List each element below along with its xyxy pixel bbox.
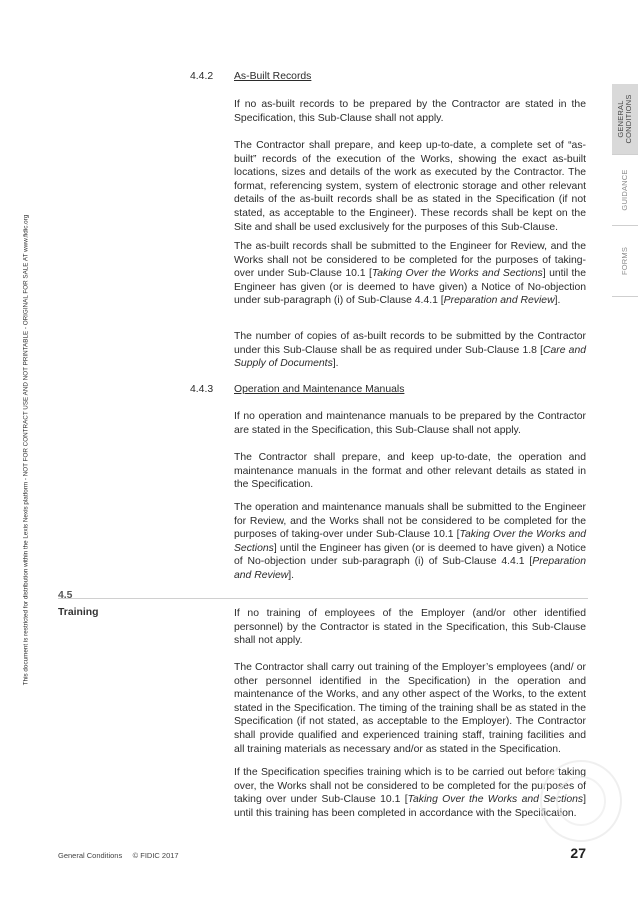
section-divider — [58, 598, 588, 599]
clause-4-5-para-1: If no training of employees of the Employer (and/or other identified personnel) by the Contractor is stated in the Specification, this Sub-Clause shall not apply. — [234, 608, 586, 647]
clause-4-4-3-para-2: The Contractor shall prepare, and keep up-to-date, the operation and maintenance manuals in the format and other relevant details as stated in the Specification. — [234, 452, 586, 491]
tab-guidance-label: GUIDANCE — [620, 169, 629, 211]
watermark-seal — [540, 760, 622, 842]
tab-general-conditions-label: GENERAL CONDITIONS — [616, 94, 633, 144]
clause-4-5-para-2: The Contractor shall carry out training of the Employer’s employees (and/ or other personnel identified in the Specification) in the operation and maintenance of the Works, and any other aspect of the Works, to the extent stated in the Specification. The timing of the training shall be as stated in the Specification (if not stated, as acceptable to the Employer). The Contractor shall provide qualified and experienced training staff, training facilities and all training materials as necessary and/or as stated in the Specification. — [234, 662, 586, 755]
clause-4-4-2-para-2: The Contractor shall prepare, and keep up-to-date, a complete set of “as-built” records of the execution of the Works, showing the exact as-built locations, sizes and details of the work as executed by the Contractor. The format, referencing system, system of electronic storage and other relevant details of the as-built records shall be as stated in the Specification (if not stated, as acceptable to the Engineer). These records shall be kept on the Site and shall be used exclusively for the purposes of this Sub-Clause. — [234, 140, 586, 233]
tab-forms[interactable] — [612, 226, 638, 297]
clause-4-5-number: 4.5 — [58, 590, 73, 601]
watermark-seal-inner — [556, 776, 606, 826]
tab-forms-label: FORMS — [620, 246, 629, 276]
clause-4-4-2-title: As-Built Records — [234, 71, 312, 82]
clause-4-4-2-para-3: The as-built records shall be submitted to the Engineer for Review, and the Works shall not be considered to be completed for the purposes of taking-over under Sub-Clause 10.1 [Taking Over the Works and Sections] until the Engineer has given (or is deemed to have given) a Notice of No-objection under sub-paragraph (i) of Sub-Clause 4.4.1 [Preparation and Review]. — [234, 241, 586, 307]
clause-4-4-3-para-1: If no operation and maintenance manuals to be prepared by the Contractor are stated in the Specification, this Sub-Clause shall not apply. — [234, 411, 586, 436]
tab-guidance[interactable] — [612, 155, 638, 226]
clause-4-5-title: Training — [58, 607, 99, 618]
clause-4-4-2-para-1: If no as-built records to be prepared by the Contractor are stated in the Specification, this Sub-Clause shall not apply. — [234, 99, 586, 124]
tab-general-conditions[interactable] — [612, 84, 638, 155]
clause-4-4-2-number: 4.4.2 — [190, 71, 214, 82]
clause-4-5-para-3: If the Specification specifies training which is to be carried out before taking over, the Works shall not be considered to be completed for the purposes of taking over under Sub-Clause 10.1 [Taking Over the Works and Sections] until this training has been completed in accordance with the Specification. — [234, 767, 586, 819]
footer-label: General Conditions © FIDIC 2017 — [58, 851, 179, 860]
page-number: 27 — [570, 845, 586, 861]
clause-4-4-3-number: 4.4.3 — [190, 384, 214, 395]
clause-4-4-3-title: Operation and Maintenance Manuals — [234, 384, 405, 395]
side-restriction-note: This document is restricted for distribution within the Lexis Nexis platform - NOT FOR CONTRACT USE AND NOT PRINTABLE - ORIGINAL FOR SALE AT www.fidic.org — [22, 214, 30, 686]
section-tabs — [612, 84, 638, 297]
clause-4-4-2-para-4: The number of copies of as-built records to be submitted by the Contractor under this Sub-Clause shall be as required under Sub-Clause 1.8 [Care and Supply of Documents]. — [234, 331, 586, 370]
clause-4-4-3-para-3: The operation and maintenance manuals shall be submitted to the Engineer for Review, and the Works shall not be considered to be completed for the purposes of taking-over under Sub-Clause 10.1 [Taking Over the Works and Sections] until the Engineer has given (or is deemed to have given) a Notice of No-objection under sub-paragraph (i) of Sub-Clause 4.4.1 [Preparation and Review]. — [234, 502, 587, 581]
